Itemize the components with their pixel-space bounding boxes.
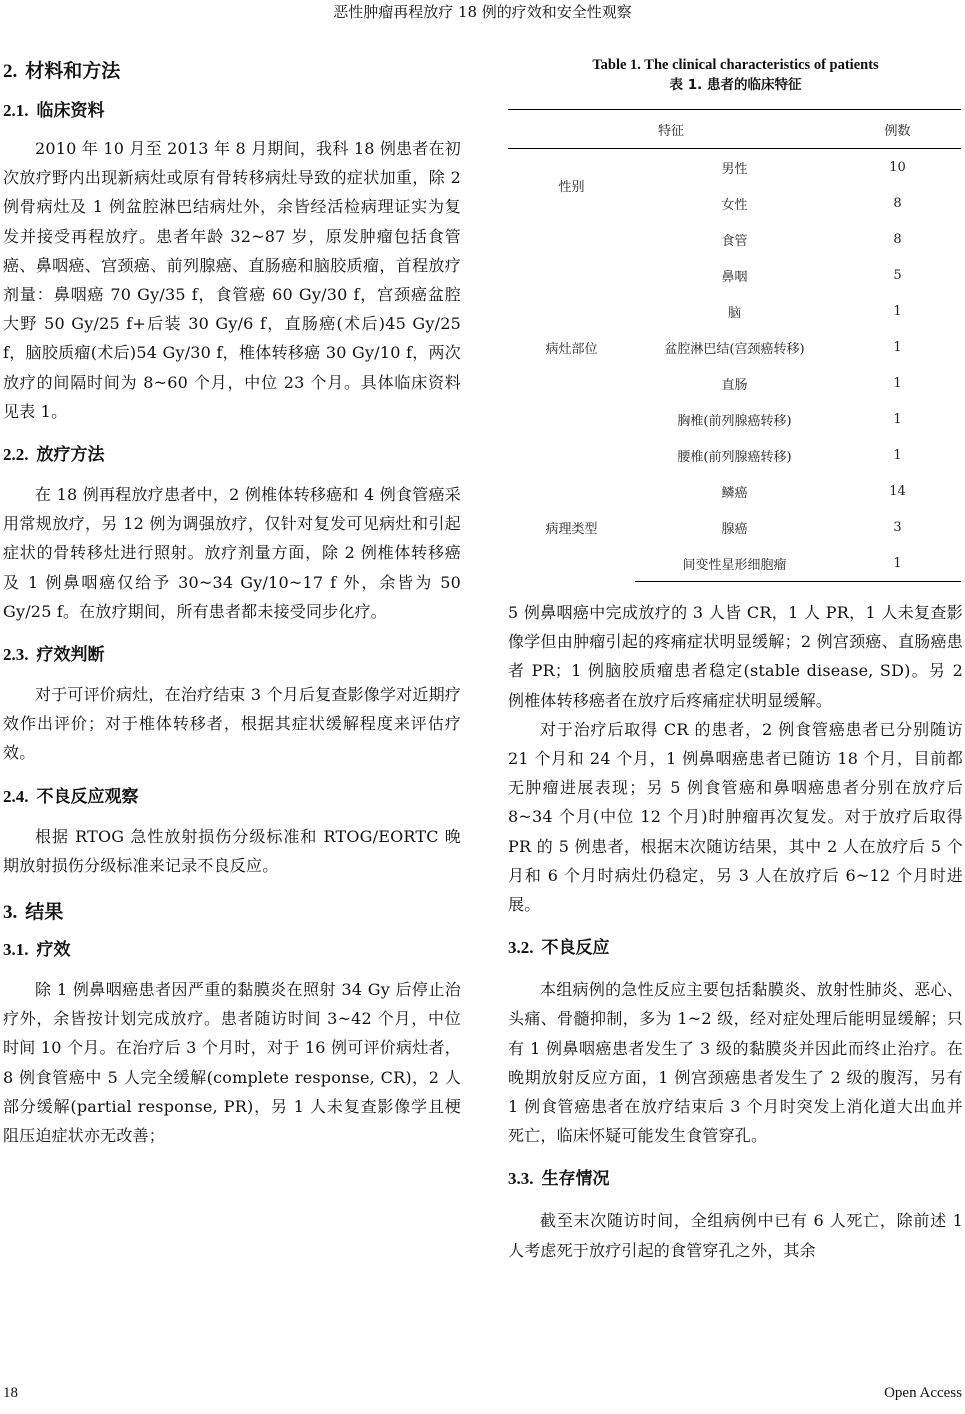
row-count: 1 [893, 375, 902, 391]
table-caption-chinese: 表 1. 患者的临床特征 [669, 77, 802, 93]
row-item: 女性 [721, 197, 748, 213]
page-number: 18 [3, 1385, 18, 1401]
paragraph-adverse-reactions: 本组病例的急性反应主要包括黏膜炎、放射性肺炎、恶心、头痛、骨髓抑制，多为 1~2 级，经对症处理后能明显缓解；只有 1 例鼻咽癌患者发生了 3 级的黏膜炎并因此而终止治疗。在晚期放射反应方面，1 例宫颈癌患者发生了 2 级的腹泻，另有 1 例食管癌患者在放疗结束后 3 个月时突发上消化道大出血并死亡，临床怀疑可能发生食管穿孔。 [508, 980, 963, 1146]
paragraph-cr-followup: 对于治疗后取得 CR 的患者，2 例食管癌患者已分别随访 21 个月和 24 个月，1 例鼻咽癌患者已随访 18 个月，目前都无肿瘤进展表现；另 5 例食管癌和鼻咽癌患者分别在放疗后 8~34 个月(中位 12 个月)时肿瘤再次复发。对于放疗后取得 PR 的 5 例患者，根据末次随访结果，其中 2 人在放疗后 5 个月和 6 个月时病灶仍稳定，另 3 人在放疗后 6~12 个月时进展。 [508, 719, 963, 915]
row-item: 胸椎(前列腺癌转移) [677, 413, 792, 429]
row-item: 脑 [727, 305, 741, 321]
header-count: 例数 [834, 110, 961, 149]
row-item: 腺癌 [721, 521, 748, 537]
paragraph-survival: 截至末次随访时间，全组病例中已有 6 人死亡，除前述 1 人考虑死于放疗引起的食管穿孔之外，其余 [508, 1211, 963, 1260]
section-title: 不良反应 [541, 938, 610, 959]
section-number: 2. [3, 61, 18, 82]
left-column [3, 55, 461, 1150]
table-row [508, 473, 961, 509]
section-number: 3. [3, 902, 18, 924]
paragraph-efficacy-evaluation: 对于可评价病灶，在治疗结束 3 个月后复查影像学对近期疗效作出评价；对于椎体转移者，根据其症状缓解程度来评估疗效。 [3, 685, 461, 763]
header-feature: 特征 [508, 110, 834, 149]
section-number: 2.3. [3, 645, 29, 665]
section-number: 2.1. [3, 101, 29, 120]
row-count: 3 [893, 519, 902, 535]
table-caption-english: Table 1. The clinical characteristics of patients [592, 57, 879, 73]
paragraph-efficacy-results: 除 1 例鼻咽癌患者因严重的黏膜炎在照射 34 Gy 后停止治疗外，余皆按计划完成放疗。患者随访时间 3~42 个月，中位时间 10 个月。在治疗后 3 个月时，对于 16 例可评价病灶者，8 例食管癌中 5 人完全缓解(complete response, CR)，2 人部分缓解(partial response, PR)，另 1 人未复查影像学且梗阻压迫症状亦无改善； [3, 980, 461, 1146]
row-count: 14 [889, 483, 906, 499]
section-heading-2 [3, 55, 461, 88]
row-count: 1 [893, 411, 902, 427]
section-heading-2-1 [3, 96, 461, 126]
section-heading-3-3 [508, 1164, 963, 1194]
row-item: 男性 [721, 161, 748, 177]
section-heading-3-1 [3, 935, 461, 965]
table-row [508, 149, 961, 186]
right-column [508, 55, 963, 1265]
section-heading-2-3 [3, 640, 461, 670]
row-count: 8 [893, 231, 902, 247]
row-count: 5 [893, 267, 902, 283]
table-header-row [508, 110, 961, 149]
group-name: 病灶部位 [545, 341, 598, 357]
paragraph-adverse-observation: 根据 RTOG 急性放射损伤分级标准和 RTOG/EORTC 晚期放射损伤分级标准来记录不良反应。 [3, 826, 461, 875]
section-number: 3.1. [3, 940, 29, 960]
open-access-label: Open Access [884, 1385, 962, 1401]
section-number: 2.2. [3, 445, 29, 465]
table-caption [508, 55, 963, 95]
row-item: 直肠 [721, 377, 748, 393]
section-number: 3.3. [508, 1169, 534, 1189]
section-title: 疗效判断 [36, 645, 105, 666]
row-item: 鳞癌 [721, 485, 748, 501]
row-count: 1 [893, 339, 902, 355]
section-title: 临床资料 [36, 101, 105, 121]
row-item: 腰椎(前列腺癌转移) [677, 449, 792, 465]
section-title: 材料和方法 [25, 60, 121, 82]
row-item: 盆腔淋巴结(宫颈癌转移) [664, 341, 805, 357]
section-title: 疗效 [36, 940, 71, 961]
row-count: 1 [893, 303, 902, 319]
section-title: 生存情况 [541, 1169, 610, 1190]
running-head: 恶性肿瘤再程放疗 18 例的疗效和安全性观察 [333, 3, 632, 21]
section-heading-2-4 [3, 782, 461, 812]
group-name: 病理类型 [545, 521, 598, 537]
paragraph-radiotherapy-method: 在 18 例再程放疗患者中，2 例椎体转移癌和 4 例食管癌采用常规放疗，另 12 例为调强放疗，仅针对复发可见病灶和引起症状的骨转移灶进行照射。放疗剂量方面，除 2 例椎体转移癌及 1 例鼻咽癌仅给予 30~34 Gy/10~17 f 外，余皆为 50 Gy/25 f。在放疗期间，所有患者都未接受同步化疗。 [3, 485, 461, 621]
section-heading-2-2 [3, 440, 461, 470]
paragraph-clinical-data: 2010 年 10 月至 2013 年 8 月期间，我科 18 例患者在初次放疗野内出现新病灶或原有骨转移病灶导致的症状加重，除 2 例骨病灶及 1 例盆腔淋巴结病灶外，余皆经活检病理证实为复发并接受再程放疗。患者年龄 32~87 岁，原发肿瘤包括食管癌、鼻咽癌、宫颈癌、前列腺癌、直肠癌和脑胶质瘤，首程放疗剂量：鼻咽癌 70 Gy/35 f，食管癌 60 Gy/30 f，宫颈癌盆腔大野 50 Gy/25 f+后装 30 Gy/6 f，直肠癌(术后)45 Gy/25 f，脑胶质瘤(术后)54 Gy/30 f，椎体转移癌 30 Gy/10 f，两次放疗的间隔时间为 8~60 个月，中位 23 个月。具体临床资料见表 1。 [3, 139, 461, 421]
section-heading-3-2 [508, 933, 963, 963]
row-item: 食管 [721, 233, 748, 249]
row-count: 8 [893, 195, 902, 211]
row-item: 间变性星形细胞瘤 [635, 545, 834, 582]
group-name: 性别 [558, 179, 585, 195]
section-title: 结果 [25, 901, 64, 924]
table-row [508, 221, 961, 257]
paragraph-results-continued: 5 例鼻咽癌中完成放疗的 3 人皆 CR，1 人 PR，1 人未复查影像学但由肿瘤引起的疼痛症状明显缓解；2 例宫颈癌、直肠癌患者 PR；1 例脑胶质瘤患者稳定(stable disease, SD)。另 2 例椎体转移癌者在放疗后疼痛症状明显缓解。 [508, 603, 963, 710]
section-number: 2.4. [3, 786, 29, 806]
section-title: 放疗方法 [36, 445, 105, 466]
row-item: 鼻咽 [721, 269, 748, 285]
section-number: 3.2. [508, 938, 534, 958]
clinical-characteristics-table [508, 109, 961, 582]
row-count: 1 [893, 447, 902, 463]
row-count: 10 [889, 159, 906, 175]
section-title: 不良反应观察 [36, 786, 139, 807]
row-count: 1 [834, 545, 961, 582]
section-heading-3 [3, 896, 461, 929]
